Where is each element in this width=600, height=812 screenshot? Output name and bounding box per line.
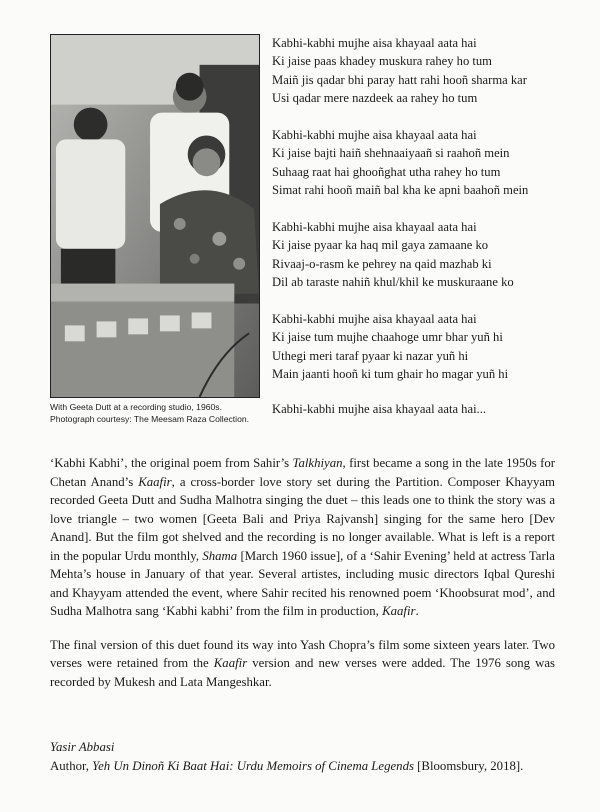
text-run: version and new verses were added. The 1976 song was recorded by Mukesh and Lata Mangeshkar. [50, 656, 555, 690]
poem [272, 34, 592, 402]
text-run: , a cross-border love story set during the Partition. Composer Khayyam recorded Geeta Dutt and Sudha Malhotra singing the duet – this leads one to think the story was a love triangle – two women [Geeta Bali and Priya Rajvansh] singing for the same hero [Dev Anand]. But the film got shelved and the recording is no longer available. What is left is a report in the popular Urdu monthly, [50, 474, 555, 563]
poem-stanza-4 [272, 310, 592, 384]
poem-line: Kabhi-kabhi mujhe aisa khayaal aata hai [272, 128, 477, 143]
caption-line: Photograph courtesy: The Meesam Raza Collection. [50, 413, 250, 424]
poem-line: Main jaanti hooñ ki tum ghair ho magar yuñ hi [272, 367, 509, 382]
author-name: Yasir Abbasi [50, 740, 115, 754]
poem-line: Uthegi meri taraf pyaar ki nazar yuñ hi [272, 348, 469, 363]
text-run: [March 1960 issue], of a ‘Sahir Evening’ held at actress Tarla Mehta’s house in January of that year. Several artistes, including music directors Iqbal Qureshi and Khayyam attended the event, where Sahir recited his renowned poem ‘Khoobsurat mod’, and Sudha Malhotra sang ‘Kabhi kabhi’ from the film in production, [50, 548, 555, 619]
title-kaafir: Kaafir [382, 604, 416, 619]
poem-closing-line: Kabhi-kabhi mujhe aisa khayaal aata hai... [272, 402, 487, 416]
poem-stanza-1 [272, 34, 592, 108]
text-run: . [415, 604, 419, 619]
poem-line: Kabhi-kabhi mujhe aisa khayaal aata hai [272, 312, 477, 327]
poem-line: Kabhi-kabhi mujhe aisa khayaal aata hai [272, 220, 477, 235]
poem-stanza-3 [272, 218, 592, 292]
title-kaafir: Kaafir [138, 474, 172, 489]
title-shama: Shama [202, 548, 238, 563]
studio-photograph [50, 34, 260, 398]
poem-line: Usi qadar mere nazdeek aa rahey ho tum [272, 91, 478, 106]
poem-line: Simat rahi hooñ maiñ bal kha ke apni baahoñ mein [272, 183, 529, 198]
poem-line: Dil ab taraste nahiñ khul/khil ke muskuraane ko [272, 275, 514, 290]
paragraph-2 [50, 636, 555, 692]
author-prefix: Author, [50, 758, 93, 773]
text-run: , first became a song in the late 1950s for Chetan Anand’s [50, 456, 555, 489]
poem-line: Maiñ jis qadar bhi paray hatt rahi hooñ sharma kar [272, 72, 527, 87]
poem-line: Ki jaise tum mujhe chaahoge umr bhar yuñ hi [272, 330, 503, 345]
text-run: The final version of this duet found its way into Yash Chopra’s film some sixteen years later. Two verses were retained from the [50, 637, 555, 671]
book-publisher: [Bloomsbury, 2018]. [413, 758, 524, 773]
paragraph-1 [50, 454, 555, 621]
book-title: Yeh Un Dinoñ Ki Baat Hai: Urdu Memoirs of Cinema Legends [92, 758, 414, 773]
poem-line: Rivaaj-o-rasm ke pehrey na qaid mazhab ki [272, 256, 492, 271]
text-run: ‘Kabhi Kabhi’, the original poem from Sahir’s [50, 456, 293, 470]
article-body [50, 454, 555, 707]
photo-image [51, 35, 259, 397]
poem-line: Ki jaise pyaar ka haq mil gaya zamaane ko [272, 238, 489, 253]
poem-line: Suhaag raat hai ghooñghat utha rahey ho tum [272, 164, 501, 179]
title-kaafir: Kaafir [213, 656, 248, 671]
poem-line: Ki jaise bajti haiñ shehnaaiyaañ si raahoñ mein [272, 146, 510, 161]
caption-line: With Geeta Dutt at a recording studio, 1960s. [50, 402, 222, 412]
poem-line: Ki jaise paas khadey muskura rahey ho tum [272, 54, 492, 69]
author-signature [50, 738, 560, 775]
poem-line: Kabhi-kabhi mujhe aisa khayaal aata hai [272, 36, 477, 50]
photo-caption [50, 402, 275, 425]
poem-stanza-2 [272, 126, 592, 200]
title-talkhiyan: Talkhiyan [292, 456, 343, 470]
